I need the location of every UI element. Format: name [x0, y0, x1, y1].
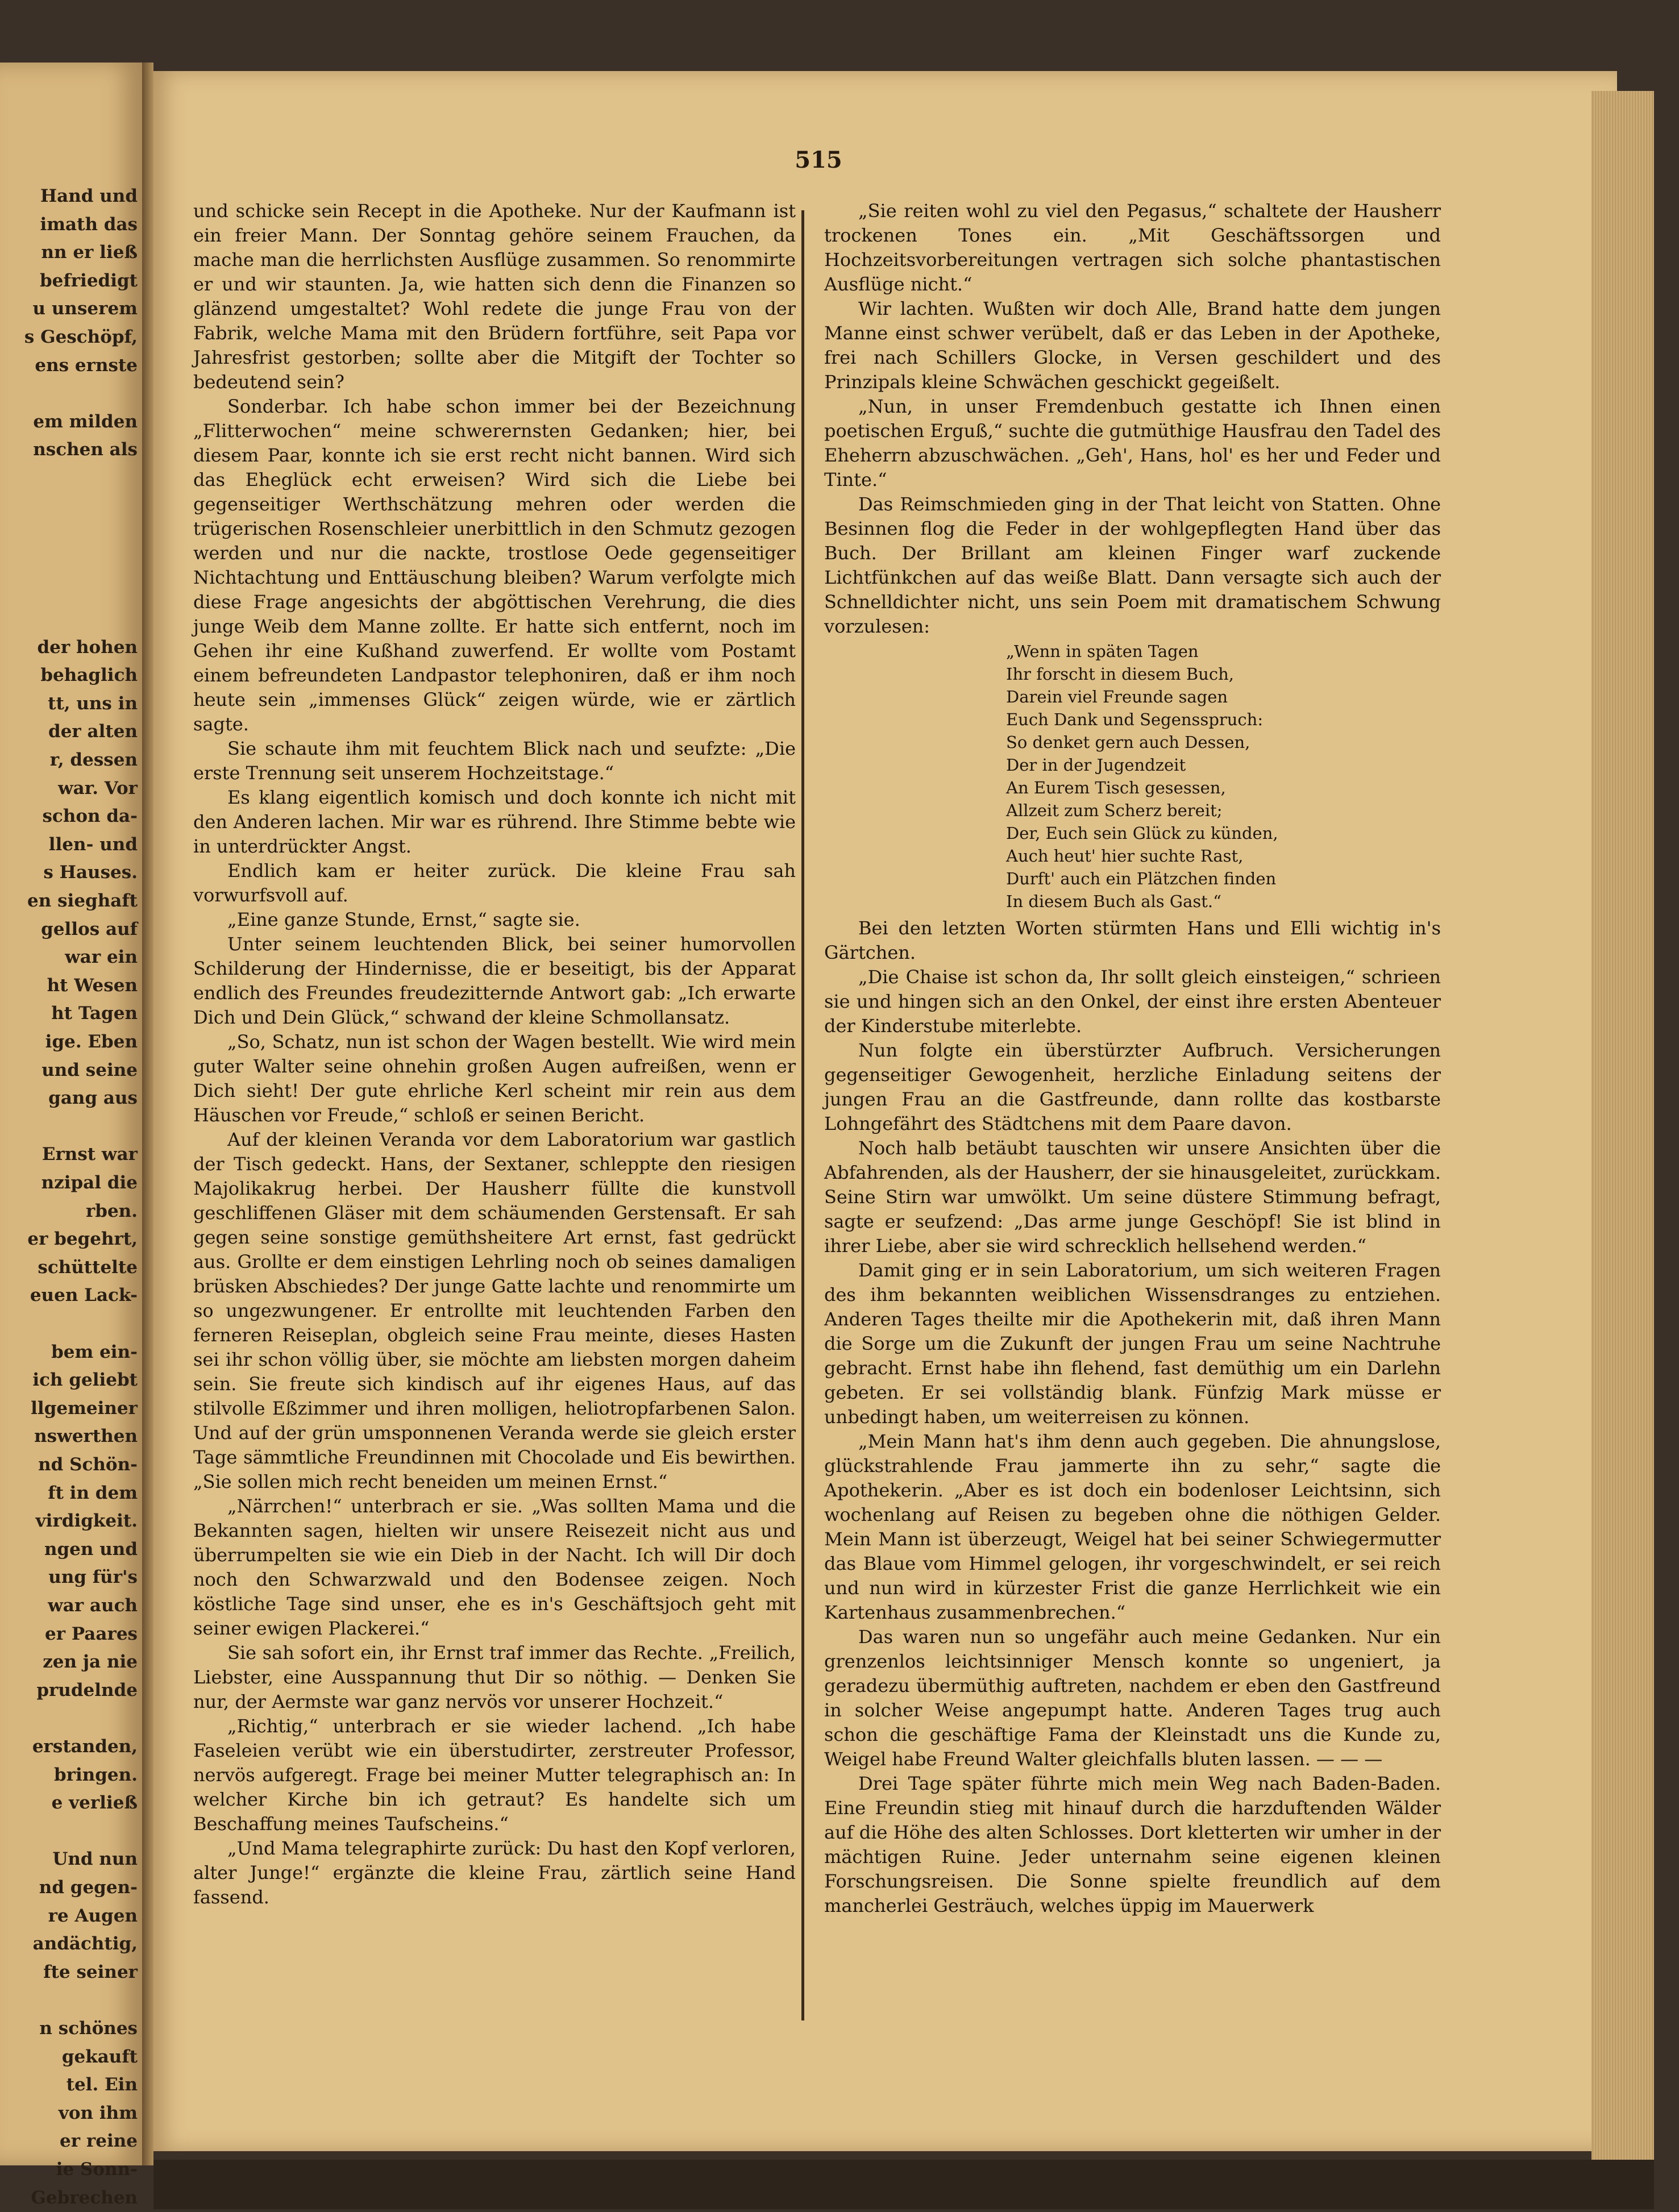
left-page-line: behaglich — [40, 665, 138, 686]
paragraph: Das waren nun so ungefähr auch meine Gedanken. Nur ein grenzenlos leichtsinniger Mensch konnte so ungeniert, ja geradezu übermüthig auftreten, nachdem er eben den Gastfreund in solcher Weise angepumpt hatte. Anderen Tages trug auch schon die geschäftige Fama der Kleinstadt uns die Kunde zu, Weigel habe Freund Walter gleichfalls bluten lassen. — — — — [824, 1626, 1441, 1770]
paragraph: Nun folgte ein überstürzter Aufbruch. Versicherungen gegenseitiger Gewogenheit, herzliche Einladung seitens der jungen Frau an die Gastfreunde, dann rollte das kostbarste Lohngefährt des Städtchens mit dem Paare davon. — [824, 1040, 1441, 1134]
paragraph: Unter seinem leuchtenden Blick, bei seiner humorvollen Schilderung der Hindernisse, die er beseitigt, bis der Apparat endlich des Freundes freudezitternde Antwort gab: „Ich erwarte Dich und Dein Glück,“ schwand der kleine Schmollansatz. — [193, 933, 796, 1028]
left-page-line: prudelnde — [36, 1679, 138, 1700]
left-page-line: befriedigt — [39, 270, 138, 291]
poem-line: Auch heut' hier suchte Rast, — [1006, 846, 1244, 866]
left-page-line: em milden — [33, 411, 138, 432]
left-page-line: nn er ließ — [41, 242, 138, 263]
left-page-line: ie Sonn- — [56, 2159, 138, 2180]
left-page-line: gang aus — [48, 1088, 138, 1109]
poem-line: So denket gern auch Dessen, — [1006, 733, 1250, 752]
paragraph: Es klang eigentlich komisch und doch konnte ich nicht mit den Anderen lachen. Mir war es rührend. Ihre Stimme bebte wie in unterdrückter Angst. — [193, 787, 796, 857]
left-page-line: er begehrt, — [27, 1229, 138, 1250]
left-page-line: Hand und — [40, 186, 138, 206]
page-edges — [1591, 91, 1654, 2165]
book-gutter — [142, 63, 153, 2165]
left-page-line: virdigkeit. — [35, 1511, 138, 1532]
left-page-line: tel. Ein — [66, 2074, 138, 2095]
paragraph: Auf der kleinen Veranda vor dem Laboratorium war gastlich der Tisch gedeckt. Hans, der Sextaner, schleppte den riesigen Majolikakrug herbei. Der Hausherr füllte die kunstvoll geschliffenen Gläser mit dem schäumenden Gerstensaft. Er sah gegen seine sonstige gemüthsheitere Art ernst, fast gedrückt aus. Grollte er dem einstigen Lehrling noch ob seines damaligen brüsken Abschiedes? Der junge Gatte lachte und renommirte um so ungezwungener. Er entrollte mit leuchtenden Farben den ferneren Reiseplan, obgleich seine Frau meinte, dieses Hasten sei ihr schon völlig über, sie möchte am liebsten morgen daheim sein. Sie freute sich kindisch auf ihr eigenes Haus, auf das stilvolle Eßzimmer und ihren molligen, heliotropfarbenen Salon. Und auf der grün umsponnenen Veranda werde sie gleich erster Tage sämmtliche Freundinnen mit Chocolade und Eis bewirthen. „Sie sollen mich recht beneiden um meinen Ernst.“ — [193, 1129, 796, 1492]
desk-background — [153, 2160, 1654, 2209]
left-page-line: ft in dem — [48, 1482, 138, 1503]
paragraph: „Eine ganze Stunde, Ernst,“ sagte sie. — [227, 909, 580, 930]
left-page-line: s Geschöpf, — [24, 327, 138, 347]
left-page-line: llen- und — [48, 834, 138, 855]
left-page-line: bringen. — [53, 1764, 138, 1785]
left-page-line: Ernst war — [41, 1144, 138, 1165]
paragraph: Endlich kam er heiter zurück. Die kleine Frau sah vorwurfsvoll auf. — [193, 860, 796, 906]
paragraph: und schicke sein Recept in die Apotheke. Nur der Kaufmann ist ein freier Mann. Der Sonntag gehöre seinem Frauchen, da mache man die herrlichsten Ausflüge zusammen. So renommirte er und wir staunten. Ja, wie hatten sich denn die Finanzen so glänzend umgestaltet? Wohl redete die junge Frau von der Fabrik, welche Mama mit den Brüdern fortführe, seit Papa vor Jahresfrist gestorben; sollte aber die Mitgift der Tochter so bedeutend sein? — [193, 200, 796, 393]
left-page-line: gellos auf — [41, 918, 138, 939]
paragraph: Das Reimschmieden ging in der That leicht von Statten. Ohne Besinnen flog die Feder in der wohlgepflegten Hand über das Buch. Der Brillant am kleinen Finger warf zuckende Lichtfünkchen auf das weiße Blatt. Dann versagte sich auch der Schnelldichter nicht, uns sein Poem mit dramatischem Schwung vorzulesen: — [824, 493, 1441, 637]
left-page-line: schon da- — [42, 806, 138, 827]
left-page-line: von ihm — [58, 2102, 138, 2123]
left-page-line: nschen als — [33, 439, 138, 460]
left-page-line: nswerthen — [34, 1426, 138, 1447]
left-page-line: e verließ — [51, 1793, 138, 1814]
paragraph: Sonderbar. Ich habe schon immer bei der Bezeichnung „Flitterwochen“ meine schwerernsten Gedanken; hier, bei diesem Paar, konnte ich sie erst recht nicht bannen. Wird sich das Eheglück echt erweisen? Wird sich die Liebe bei gegenseitiger Werthschätzung mehren oder werden die trügerischen Rosenschleier unerbittlich in den Schmutz gezogen werden und nur die nackte, trostlose Oede gegenseitiger Nichtachtung und Enttäuschung bleiben? Warum verfolgte mich diese Frage angesichts der abgöttischen Verehrung, die dies junge Weib dem Manne zollte. Er hatte sich entfernt, noch im Gehen ihr eine Kußhand zuwerfend. Er wollte vom Postamt einem befreundeten Landpastor telephoniren, daß er ihm noch heute sein „immenses Glück“ zeigen würde, wie er zärtlich sagte. — [193, 396, 796, 735]
left-page-line: r, dessen — [49, 750, 138, 770]
poem-line: Allzeit zum Scherz bereit; — [1006, 801, 1223, 820]
poem-line: Durft' auch ein Plätzchen finden — [1006, 869, 1277, 888]
paragraph: „Mein Mann hat's ihm denn auch gegeben. Die ahnungslose, glückstrahlende Frau jammerte ihn zu sehr,“ sagte die Apothekerin. „Aber es ist doch ein bodenloser Leichtsinn, sich wochenlang auf Reisen zu begeben ohne die nöthigen Gelder. Mein Mann ist überzeugt, Weigel hat bei seiner Schwiegermutter das Blaue vom Himmel gelogen, ihr vorgeschwindelt, er sei reich und nun wird in kürzester Frist die ganze Herrlichkeit wie ein Kartenhaus zusammenbrechen.“ — [824, 1431, 1441, 1623]
left-page-line: ht Wesen — [47, 975, 138, 996]
right-text-before-poem — [824, 199, 1441, 639]
poem-line: Darein viel Freunde sagen — [1006, 687, 1228, 706]
right-text-after-poem — [824, 916, 1441, 1918]
left-page-line: s Hauses. — [43, 862, 138, 883]
column-divider — [801, 210, 804, 2020]
left-page-line: der hohen — [37, 637, 138, 658]
left-page-line: der alten — [48, 721, 138, 742]
poem-line: „Wenn in späten Tagen — [1006, 642, 1199, 661]
left-page-line: euen Lack- — [30, 1285, 138, 1306]
left-page-line: zen ja nie — [43, 1652, 138, 1673]
poem-line: Euch Dank und Segensspruch: — [1006, 710, 1264, 729]
left-page-line: nzipal die — [41, 1172, 138, 1193]
paragraph: Sie schaute ihm mit feuchtem Blick nach und seufzte: „Die erste Trennung seit unserem Hochzeitstage.“ — [193, 738, 796, 784]
left-page-line: llgemeiner — [31, 1398, 138, 1419]
left-page-line: fte seiner — [43, 1961, 138, 1982]
left-page-line: ige. Eben — [45, 1032, 138, 1052]
left-page-line: ich geliebt — [32, 1370, 138, 1391]
paragraph: Wir lachten. Wußten wir doch Alle, Brand hatte dem jungen Manne einst schwer verübelt, daß er das Leben in der Apotheke, frei nach Schillers Glocke, in Versen geschildert und des Prinzipals kleine Schwächen geschickt gegeißelt. — [824, 298, 1441, 393]
left-page-line: schüttelte — [38, 1257, 138, 1278]
left-page-line: erstanden, — [32, 1736, 138, 1757]
paragraph: „Sie reiten wohl zu viel den Pegasus,“ schaltete der Hausherr trockenen Tones ein. „Mit Geschäftssorgen und Hochzeitsvorbereitungen vertragen sich solche phantastischen Ausflüge nicht.“ — [824, 200, 1441, 295]
left-page-line: war ein — [65, 947, 138, 968]
paragraph: Drei Tage später führte mich mein Weg nach Baden-Baden. Eine Freundin stieg mit hinauf durch die harzduftenden Wälder auf die Höhe des alten Schlosses. Dort kletterten wir umher in der mächtigen Ruine. Jeder unternahm seine eigenen kleinen Forschungsreisen. Die Sonne spielte freundlich auf dem mancherlei Gesträuch, welches üppig im Mauerwerk — [824, 1773, 1441, 1916]
paragraph: „Närrchen!“ unterbrach er sie. „Was sollten Mama und die Bekannten sagen, hielten wir unsere Reisezeit nicht aus und überrumpelten sie wie ein Dieb in der Nacht. Ich will Dir doch noch den Schwarzwald und den Bodensee zeigen. Noch köstliche Tage sind unser, ehe es in's Geschäftsjoch geht mit seiner ewigen Plackerei.“ — [193, 1495, 796, 1639]
left-page-line: en sieghaft — [27, 891, 138, 911]
paragraph: „Richtig,“ unterbrach er sie wieder lachend. „Ich habe Faseleien verübt wie ein überstudirter, zerstreuter Professor, nervös aufgeregt. Frage bei meiner Mutter telegraphisch an: In welcher Kirche bin ich getraut? Es handelte sich um Beschaffung meines Taufscheins.“ — [193, 1715, 796, 1835]
left-page-line: ung für's — [48, 1567, 138, 1588]
left-page-line: war auch — [48, 1595, 138, 1616]
left-page-line: nd Schön- — [38, 1454, 138, 1475]
left-page-line: Gebrechen — [31, 2187, 138, 2208]
paragraph: „Nun, in unser Fremdenbuch gestatte ich Ihnen einen poetischen Erguß,“ suchte die gutmüthige Hausfrau den Tadel des Eheherrn abzuschwächen. „Geh', Hans, hol' es her und Feder und Tinte.“ — [824, 396, 1441, 490]
left-page-line: tt, uns in — [48, 693, 138, 714]
paragraph: „Und Mama telegraphirte zurück: Du hast den Kopf verloren, alter Junge!“ ergänzte die kleine Frau, zärtlich seine Hand fassend. — [193, 1837, 796, 1908]
paragraph: Damit ging er in sein Laboratorium, um sich weiteren Fragen des ihm bekannten weiblichen Wissensdranges zu entziehen. Anderen Tages theilte mir die Apothekerin mit, daß ihren Mann die Sorge um die Zukunft der jungen Frau um seine Nachtruhe gebracht. Ernst habe ihn flehend, fast demüthig um ein Darlehn gebeten. Er sei vollständig blank. Fünfzig Mark müsse er unbedingt haben, um weiterreisen zu können. — [824, 1259, 1441, 1428]
poem-line: Der in der Jugendzeit — [1006, 755, 1186, 775]
left-page-line: ngen und — [44, 1539, 138, 1560]
left-page-line: er Paares — [44, 1623, 138, 1644]
paragraph: „Die Chaise ist schon da, Ihr sollt gleich einsteigen,“ schrieen sie und hingen sich an den Onkel, der einst ihre ersten Abenteuer der Kinderstube miterlebte. — [824, 966, 1441, 1037]
paragraph: Sie sah sofort ein, ihr Ernst traf immer das Rechte. „Freilich, Liebster, eine Ausspannung thut Dir so nöthig. — Denken Sie nur, der Aermste war ganz nervös vor unserer Hochzeit.“ — [193, 1642, 796, 1712]
left-page-line: rben. — [85, 1200, 138, 1221]
paragraph: Bei den letzten Worten stürmten Hans und Elli wichtig in's Gärtchen. — [824, 917, 1441, 963]
left-text-column — [193, 199, 796, 1910]
left-page-line: re Augen — [48, 1905, 138, 1926]
left-page-line: gekauft — [61, 2046, 138, 2067]
paragraph: Noch halb betäubt tauschten wir unsere Ansichten über die Abfahrenden, als der Hausherr, der sie hinausgeleitet, zurückkam. Seine Stirn war umwölkt. Um seine düstere Stimmung befragt, sagte er seufzend: „Das arme junge Geschöpf! Sie ist blind in ihrer Liebe, aber sie wird schrecklich hellsehend werden.“ — [824, 1137, 1441, 1257]
poem-line: Ihr forscht in diesem Buch, — [1006, 664, 1235, 684]
left-page-fragment — [0, 63, 142, 2208]
poem — [1006, 640, 1441, 913]
left-page-line: ens ernste — [35, 355, 138, 376]
right-text-column — [824, 199, 1441, 1918]
left-page-line: bem ein- — [51, 1341, 138, 1362]
left-page-line: ht Tagen — [51, 1003, 138, 1024]
left-page-line: u unserem — [32, 298, 138, 319]
left-page-line: und seine — [41, 1059, 138, 1080]
left-page-line: imath das — [40, 214, 138, 235]
page-number: 515 — [795, 147, 842, 173]
left-page-line: n schönes — [39, 2018, 138, 2039]
poem-line: Der, Euch sein Glück zu künden, — [1006, 824, 1278, 843]
paragraph: „So, Schatz, nun ist schon der Wagen bestellt. Wie wird mein guter Walter seine ohnehin großen Augen aufreißen, wenn er Dich sieht! Der gute ehrliche Kerl scheint mir rein aus dem Häuschen vor Freude,“ schloß er seinen Bericht. — [193, 1031, 796, 1126]
left-page-line: er reine — [60, 2131, 138, 2152]
poem-line: In diesem Buch als Gast.“ — [1006, 892, 1221, 911]
left-page-line: war. Vor — [57, 777, 138, 799]
poem-line: An Eurem Tisch gesessen, — [1006, 778, 1226, 797]
left-page-line: nd gegen- — [39, 1877, 138, 1898]
left-page-line: Und nun — [52, 1849, 138, 1870]
left-page-line: andächtig, — [32, 1934, 138, 1955]
